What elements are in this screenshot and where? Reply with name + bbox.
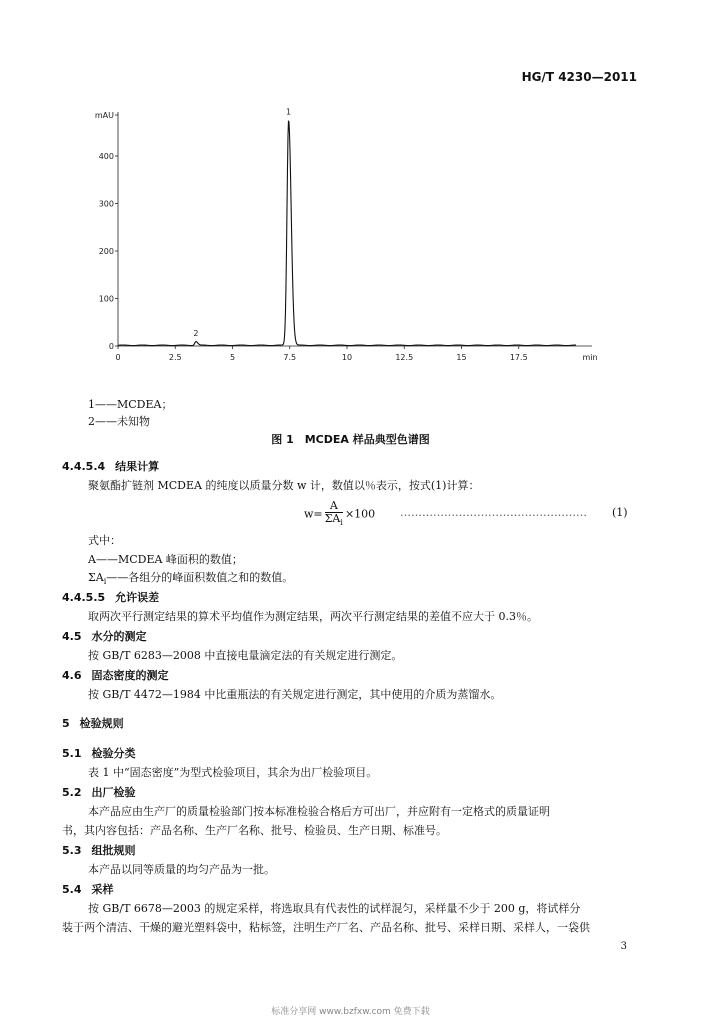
section-heading-5-2: 5.2 出厂检验	[62, 786, 136, 799]
section-heading-4-4-5-5: 4.4.5.5 允许误差	[62, 591, 160, 604]
formula-number: (1)	[612, 506, 628, 519]
chapter-heading-5: 5 检验规则	[62, 717, 124, 730]
peak-label: 2	[193, 329, 199, 339]
x-tick-label: 15	[456, 353, 467, 362]
y-tick-label: 400	[98, 152, 114, 161]
section-heading-5-4: 5.4 采样	[62, 883, 114, 896]
y-tick-label: 300	[98, 199, 114, 209]
paragraph: 本产品以同等质量的均匀产品为一批。	[88, 863, 275, 876]
paragraph: 聚氨酯扩链剂 MCDEA 的纯度以质量分数 w 计，数值以％表示，按式(1)计算：	[88, 479, 480, 492]
standard-code: HG/T 4230—2011	[521, 70, 637, 84]
figure-caption: 图 1 MCDEA 样品典型色谱图	[271, 433, 430, 446]
x-tick-label: 0	[115, 353, 121, 362]
section-heading-4-4-5-4: 4.4.5.4 结果计算	[62, 460, 160, 473]
x-tick-label: 7.5	[283, 353, 297, 362]
x-tick-label: 5	[229, 353, 236, 362]
chromatogram-trace	[118, 121, 576, 346]
chart-axes	[118, 112, 592, 346]
paragraph-continued: 书，其内容包括：产品名称、生产厂名称、批号、检验员、生产日期、标准号。	[62, 824, 447, 837]
formula-leader-dots: ……………………………………………	[400, 506, 587, 519]
y-tick-label: 200	[98, 247, 114, 256]
paragraph: 取两次平行测定结果的算术平均值作为测定结果，两次平行测定结果的差值不应大于 0.3％。	[88, 610, 538, 623]
paragraph: 表 1 中“固态密度”为型式检验项目，其余为出厂检验项目。	[88, 766, 378, 779]
where-label: 式中：	[88, 534, 121, 547]
chromatogram-chart	[88, 108, 608, 373]
paragraph: 本产品应由生产厂的质量检验部门按本标准检验合格后方可出厂，并应附有一定格式的质量证明	[88, 805, 550, 818]
paragraph-continued: 装于两个清洁、干燥的避光塑料袋中，粘标签，注明生产厂名、产品名称、批号、采样日期、采样人，一袋供	[62, 921, 590, 934]
x-tick-label: 17.5	[509, 353, 528, 362]
formula-1: w= $\frac{A}{\Sigma A_i}$ ×100	[304, 499, 376, 528]
peak-labels	[193, 108, 291, 338]
x-tick-label: 12.5	[395, 353, 414, 362]
section-heading-5-1: 5.1 检验分类	[62, 747, 136, 760]
x-tick-label: 10	[341, 353, 353, 362]
legend-item-1: 1——MCDEA；	[88, 398, 173, 411]
paragraph: 按 GB/T 6678—2003 的规定采样，将选取具有代表性的试样混匀，采样量不少于 200 g，将试样分	[88, 902, 581, 915]
y-tick-label: 0	[108, 342, 114, 351]
y-tick-label: mAU	[94, 111, 114, 120]
x-tick-label: min	[582, 353, 598, 362]
paragraph: 按 GB/T 6283—2008 中直接电量滴定法的有关规定进行测定。	[88, 649, 403, 662]
footer-watermark: 标准分享网 www.bzfxw.com 免费下载	[271, 1007, 430, 1017]
x-tick-label: 2.5	[168, 353, 182, 362]
legend-item-2: 2——未知物	[88, 415, 150, 428]
peak-label: 1	[286, 108, 292, 117]
section-heading-5-3: 5.3 组批规则	[62, 844, 136, 857]
definition-2: $\Sigma A_i——$各组分的峰面积数值之和的数值。	[88, 571, 294, 587]
paragraph: 按 GB/T 4472—1984 中比重瓶法的有关规定进行测定，其中使用的介质为蒸馏水。	[88, 688, 502, 701]
section-heading-4-6: 4.6 固态密度的测定	[62, 669, 169, 682]
chart-ticks	[95, 111, 598, 362]
section-heading-4-5: 4.5 水分的测定	[62, 630, 147, 643]
definition-1: A——MCDEA 峰面积的数值；	[88, 553, 243, 566]
page-number: 3	[620, 941, 627, 952]
y-tick-label: 100	[98, 294, 114, 304]
